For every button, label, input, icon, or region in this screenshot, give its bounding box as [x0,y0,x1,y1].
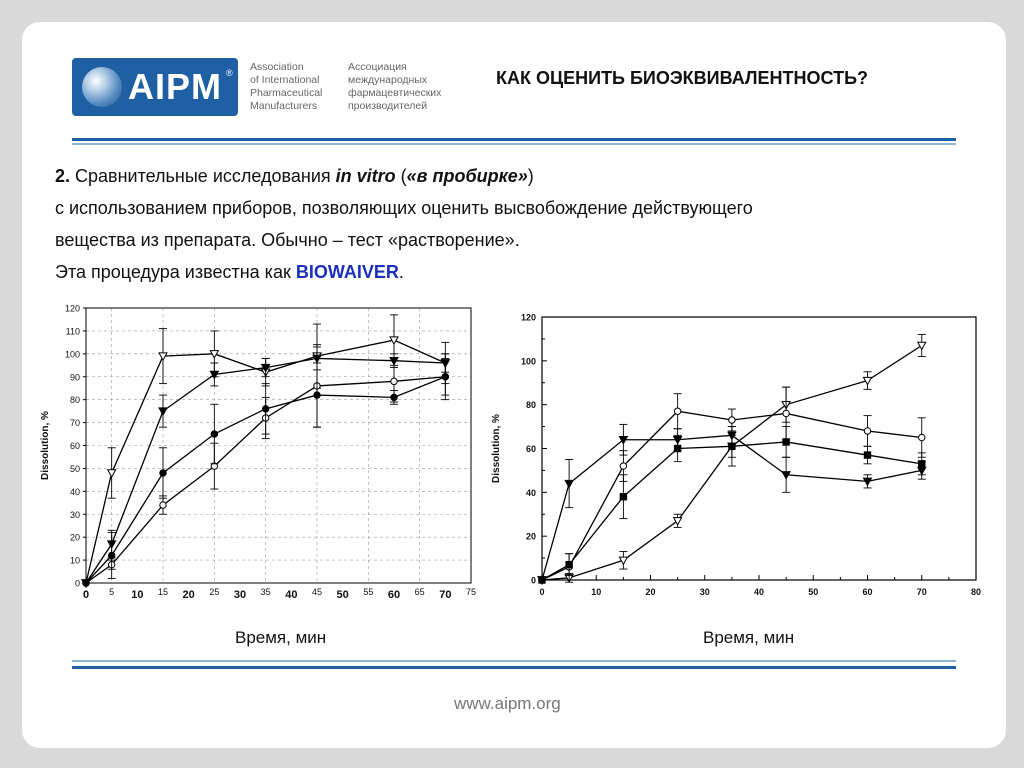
chart1-series-3-point [108,552,114,558]
chart1-x-tick-label: 60 [387,589,401,601]
chart1-series-3-point [83,580,89,586]
chart1-x-tick-label: 50 [336,589,349,601]
registered-mark: ® [226,68,233,78]
chart1-y-tick-label: 30 [69,509,80,520]
chart2-y-tick-label: 0 [530,575,536,586]
chart1-x-tick-label-minor: 35 [260,587,271,597]
chart2-series-2-point [783,410,789,416]
chart1-x-tick-label-minor: 45 [311,587,323,597]
chart2-series-2-point [674,408,680,414]
header-divider-light [72,143,956,145]
chart1-x-tick-label: 20 [182,589,195,601]
chart2-y-tick-label: 80 [525,400,536,411]
chart2-series-3-point [620,494,626,500]
chart2-x-tick-label: 80 [970,587,982,597]
body-line-1: с использованием приборов, позволяющих оценить высвобождение действующего [55,198,753,218]
chart1-y-tick-label: 80 [69,395,80,406]
chart2-series-0-point [674,518,682,525]
chart1-x-tick-label: 30 [233,589,247,601]
chart1-series-3-point [262,406,268,412]
chart2-series-3-point [919,461,925,467]
logo-text: AIPM [128,66,222,107]
chart-left-xlabel: Время, мин [235,628,327,647]
chart1-x-tick-label-minor: 15 [157,587,169,597]
footer-divider [72,666,956,669]
chart1-y-tick-label: 100 [64,349,80,360]
chart1-x-tick-label-minor: 5 [109,587,115,597]
chart1-y-tick-label: 10 [69,555,80,566]
chart2-y-tick-label: 20 [525,531,536,542]
chart1-series-3-point [391,394,397,400]
chart1-y-tick-label: 20 [69,532,80,543]
globe-icon [82,67,122,107]
chart2-x-tick-label: 20 [645,587,656,597]
chart2-x-tick-label: 60 [862,587,873,597]
chart1-series-2-point [160,502,166,508]
chart1-series-2-point [391,378,397,384]
chart1-x-tick-label-minor: 65 [414,587,425,597]
association-name-ru: Ассоциация международных фармацевтических производителей [348,61,442,112]
chart2-y-tick-label: 120 [520,312,536,323]
chart1-y-tick-label: 70 [69,418,80,429]
chart1-series-3-point [160,470,166,476]
header-divider [72,138,956,141]
chart1-x-tick-label: 40 [285,589,298,601]
association-name-en: Association of International Pharmaceutical Manufacturers [250,61,323,112]
chart2-series-1-point [565,480,573,487]
chart2-series-2-point [620,463,626,469]
chart2-series-0-point [918,342,926,349]
chart-right-xlabel: Время, мин [703,628,795,647]
chart1-x-tick-label: 0 [82,589,90,601]
chart1-x-tick-label-minor: 25 [209,587,220,597]
chart1-series-1-point [159,408,167,415]
chart1-series-3-point [314,392,320,398]
chart2-x-tick-label: 0 [539,587,545,597]
chart2-x-tick-label: 10 [591,587,602,597]
chart2-series-3-point [674,445,680,451]
chart1-series-3-point [442,374,448,380]
chart2-y-axis-label: Dissolution, % [491,414,502,483]
chart1-series-0-point [108,470,116,477]
dissolution-chart-left [30,298,490,608]
chart1-series-3-point [211,431,217,437]
chart2-x-tick-label: 50 [808,587,819,597]
chart1-y-tick-label: 0 [74,578,80,589]
chart2-x-tick-label: 40 [753,587,765,597]
chart2-y-tick-label: 100 [520,356,536,367]
body-line-2: вещества из препарата. Обычно – тест «растворение». [55,230,520,250]
chart2-series-3-point [729,443,735,449]
chart1-x-tick-label: 10 [131,589,144,601]
chart1-y-tick-label: 90 [69,372,80,383]
aipm-logo [72,58,238,116]
chart2-series-2-point [919,434,925,440]
chart2-y-tick-label: 60 [525,444,536,454]
chart1-y-tick-label: 40 [69,486,80,497]
body-heading: 2. Сравнительные исследования in vitro («в пробирке») [55,166,534,186]
chart2-series-2-point [729,417,735,423]
chart2-series-2-point [864,428,870,434]
chart2-y-tick-label: 40 [525,487,536,498]
chart1-y-tick-label: 110 [65,326,80,337]
chart1-x-tick-label-minor: 75 [465,587,477,597]
body-line-3: Эта процедура известна как BIOWAIVER. [55,262,404,282]
chart2-series-3-point [566,561,572,567]
footer-url: www.aipm.org [454,694,561,713]
chart2-x-tick-label: 70 [916,587,927,597]
chart2-plot-frame [542,317,976,580]
chart1-y-tick-label: 120 [64,303,80,314]
chart1-y-tick-label: 60 [69,441,80,451]
chart1-x-tick-label: 70 [439,589,452,601]
chart1-x-tick-label-minor: 55 [363,587,374,597]
slide-title: КАК ОЦЕНИТЬ БИОЭКВИВАЛЕНТНОСТЬ? [496,68,869,88]
chart2-series-3-point [783,439,789,445]
chart2-series-3-point [539,577,545,583]
biowaiver-term: BIOWAIVER [295,262,399,282]
chart1-y-axis-label: Dissolution, % [40,411,51,480]
chart1-y-tick-label: 50 [69,463,80,474]
chart2-series-3-point [864,452,870,458]
footer-divider-light [72,660,956,662]
dissolution-chart-right [488,305,988,605]
chart1-series-1-point [210,371,218,378]
chart2-x-tick-label: 30 [699,587,710,597]
